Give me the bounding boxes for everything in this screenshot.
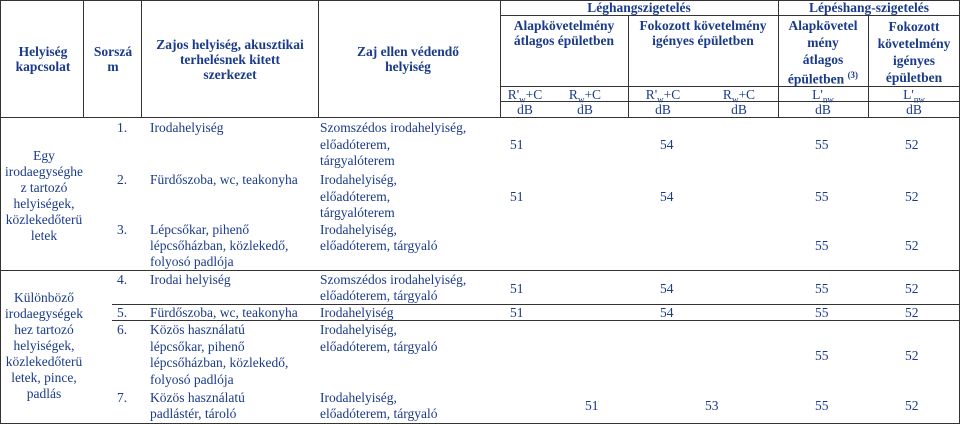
row5-noisy: Fürdőszoba, wc, teakonyha [150, 305, 298, 320]
row4-step-high: 52 [905, 281, 919, 296]
row7-number: 7. [117, 390, 128, 405]
metric-6: $L'_{nw}$ [903, 87, 925, 105]
row6-protected: Irodahelyiség, előadóterem, tárgyaló [320, 322, 438, 354]
row4-protected: Szomszédos irodahelyiség, előadóterem, tárgyaló [320, 272, 467, 303]
row5-step-high: 52 [905, 305, 919, 320]
row6-top-border [112, 320, 960, 321]
row7-step-high: 52 [905, 398, 919, 413]
row2-step-high: 52 [905, 189, 919, 204]
row4-noisy: Irodai helyiség [150, 272, 231, 287]
row5-number: 5. [117, 305, 128, 320]
row5-protected: Irodahelyiség [320, 305, 394, 320]
header-step-basic-line1: Alapkövetel [788, 18, 858, 33]
group-label-different-units: Különböző irodaegységek hez tartozó helyiségek, közlekedőterü letek, pince, padlás [5, 290, 83, 401]
header-air-high: Fokozott követelmény igényes épületben [639, 18, 767, 48]
row3-number: 3. [117, 222, 128, 237]
table-left-border [0, 0, 1, 424]
unit-4: dB [731, 102, 747, 117]
header-protected-room: Zaj ellen védendő helyiség [356, 44, 459, 74]
unit-5: dB [815, 102, 831, 117]
row1-air-basic: 51 [510, 137, 524, 152]
row2-protected: Irodahelyiség, előadóterem, tárgyalóterem [320, 172, 397, 220]
unit-2: dB [577, 102, 593, 117]
header-step-high: Fokozott követelmény igényes épületben [877, 19, 951, 85]
row6-step-high: 52 [905, 348, 919, 363]
row4-air-basic: 51 [510, 281, 524, 296]
row6-noisy: Közös használatú lépcsőkar, pihenő lépcsőházban, közlekedő, folyosó padlója [150, 322, 289, 387]
row3-noisy: Lépcsőkar, pihenő lépcsőházban, közlekedő, folyosó padlója [150, 222, 289, 269]
row1-protected: Szomszédos irodahelyiség, előadóterem, tárgyalóterem [320, 120, 467, 168]
row2-number: 2. [117, 172, 128, 187]
row7-air-high: 53 [705, 398, 719, 413]
header-air-basic: Alapkövetelmény átlagos épületben [513, 18, 615, 48]
header-step-basic-line3: átlagos [802, 52, 844, 67]
row3-step-basic: 55 [815, 238, 829, 253]
header-number: Sorszá m [93, 44, 133, 74]
col-line-3 [318, 0, 319, 117]
group-divider [0, 270, 960, 271]
row2-noisy: Fürdőszoba, wc, teakonyha [150, 172, 298, 187]
header-step-basic-line4 [778, 68, 868, 87]
row3-step-high: 52 [905, 238, 919, 253]
metric-1: $R'_w+C$ [507, 87, 543, 105]
header-step-basic-footnote: (3) [847, 70, 859, 80]
row2-step-basic: 55 [815, 189, 829, 204]
row1-step-basic: 55 [815, 137, 829, 152]
header-step-basic-line2: mény [807, 35, 839, 50]
header-relation: Helyiség kapcsolat [15, 44, 71, 74]
unit-6: dB [906, 102, 922, 117]
row1-step-high: 52 [905, 137, 919, 152]
metric-4: $R_w+C$ [722, 87, 756, 105]
row1-noisy: Irodahelyiség [150, 120, 224, 135]
row7-noisy: Közös használatú padlástér, tároló [150, 390, 245, 421]
header-airborne-group: Léghangszigetelés [587, 0, 691, 15]
row7-air-basic: 51 [585, 398, 599, 413]
group-header-divider [500, 15, 960, 16]
row3-protected: Irodahelyiség, előadóterem, tárgyaló [320, 222, 438, 253]
header-noisy-room: Zajos helyiség, akusztikai terhelésnek kitett szerkezet [156, 37, 304, 82]
row4-number: 4. [117, 272, 128, 287]
row1-number: 1. [117, 120, 128, 135]
row6-number: 6. [117, 322, 128, 337]
header-bottom-border [0, 117, 960, 118]
group-label-same-unit: Egy irodaegységhe z tartozó helyiségek, közlekedőterü letek [5, 148, 83, 243]
metric-5: $L'_{nw}$ [812, 87, 834, 105]
row7-protected: Irodahelyiség, előadóterem, tárgyaló [320, 390, 438, 421]
row5-step-basic: 55 [815, 305, 829, 320]
row1-air-high: 54 [660, 137, 674, 152]
unit-3: dB [655, 102, 671, 117]
row4-step-basic: 55 [815, 281, 829, 296]
col-line-1 [83, 0, 84, 117]
header-impact-group: Lépéshang-szigetelés [809, 0, 929, 15]
row5-air-high: 54 [660, 305, 674, 320]
unit-1: dB [517, 102, 533, 117]
row6-step-basic: 55 [815, 348, 829, 363]
header-step-basic-last: épületben [787, 71, 845, 87]
metric-3: $R'_w+C$ [645, 87, 681, 105]
row4-air-high: 54 [660, 281, 674, 296]
col-line-2 [141, 0, 142, 117]
row5-air-basic: 51 [510, 305, 524, 320]
metric-2: $R_w+C$ [568, 87, 602, 105]
row2-air-high: 54 [660, 189, 674, 204]
row7-step-basic: 55 [815, 398, 829, 413]
row2-air-basic: 51 [510, 189, 524, 204]
